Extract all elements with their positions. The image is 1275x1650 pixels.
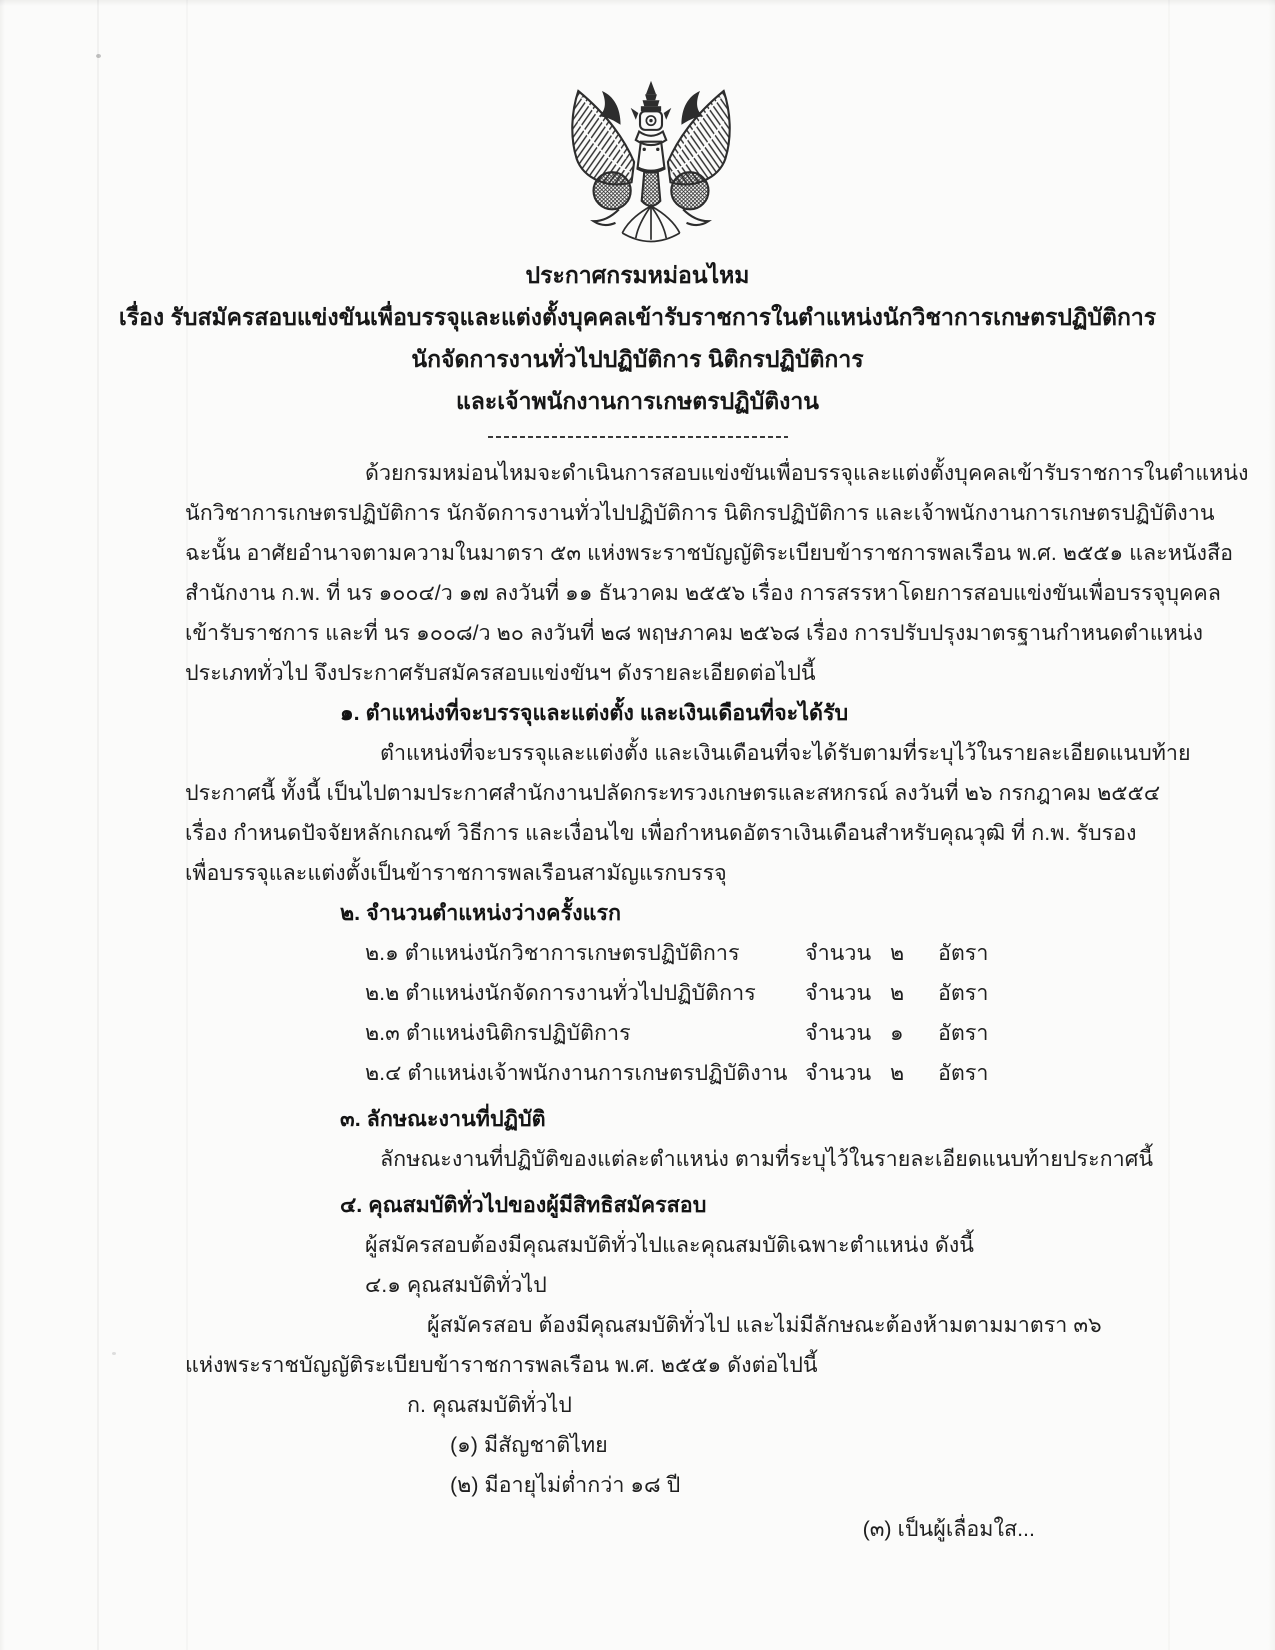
vacancy-row: [365, 973, 1090, 1013]
vacancy-row: [365, 1013, 1090, 1053]
section-1-line: ประกาศนี้ ทั้งนี้ เป็นไปตามประกาศสำนักงานปลัดกระทรวงเกษตรและสหกรณ์ ลงวันที่ ๒๖ กรกฎาคม ๒๕๕๔: [185, 781, 1161, 805]
section-4-item: (๒) มีอายุไม่ต่ำกว่า ๑๘ ปี: [450, 1473, 681, 1497]
vacancy-unit: อัตรา: [938, 941, 989, 965]
intro-line: ฉะนั้น อาศัยอำนาจตามความในมาตรา ๕๓ แห่งพระราชบัญญัติระเบียบข้าราชการพลเรือน พ.ศ. ๒๕๕๑ และหนังสือ: [185, 541, 1234, 565]
vacancy-qty: ๒: [890, 1061, 905, 1085]
vacancy-qty: ๑: [890, 1021, 904, 1045]
subject-line: และเจ้าพนักงานการเกษตรปฏิบัติงาน: [455, 388, 820, 414]
vacancy-title: ๒.๑ ตำแหน่งนักวิชาการเกษตรปฏิบัติการ: [365, 941, 740, 965]
intro-line: สำนักงาน ก.พ. ที่ นร ๑๐๐๔/ว ๑๗ ลงวันที่ ๑๑ ธันวาคม ๒๕๕๖ เรื่อง การสรรหาโดยการสอบแข่งขันเพื่อบรรจุบุคคล: [185, 581, 1221, 605]
emblem-container: [0, 0, 1275, 248]
vacancy-title: ๒.๓ ตำแหน่งนิติกรปฏิบัติการ: [365, 1021, 631, 1045]
continuation-marker: (๓) เป็นผู้เลื่อมใส...: [862, 1517, 1035, 1541]
subject-line: เรื่อง รับสมัครสอบแข่งขันเพื่อบรรจุและแต่งตั้งบุคคลเข้ารับราชการในตำแหน่งนักวิชาการเกษตรปฏิบัติการ: [118, 304, 1157, 330]
announcement-title: ประกาศกรมหม่อนไหม: [525, 262, 750, 288]
section-4-sub-heading: ก. คุณสมบัติทั่วไป: [407, 1393, 572, 1417]
intro-line: ประเภททั่วไป จึงประกาศรับสมัครสอบแข่งขันฯ ดังรายละเอียดต่อไปนี้: [185, 661, 816, 685]
vacancy-title: ๒.๔ ตำแหน่งเจ้าพนักงานการเกษตรปฏิบัติงาน: [365, 1061, 788, 1085]
section-1-line: เรื่อง กำหนดปัจจัยหลักเกณฑ์ วิธีการ และเงื่อนไข เพื่อกำหนดอัตราเงินเดือนสำหรับคุณวุฒิ ที่ ก.พ. รับรอง: [185, 821, 1137, 845]
garuda-emblem-icon: [558, 76, 744, 248]
vacancy-unit: อัตรา: [938, 1021, 989, 1045]
vacancy-row: [365, 933, 1090, 973]
intro-line: เข้ารับราชการ และที่ นร ๑๐๐๘/ว ๒๐ ลงวันที่ ๒๘ พฤษภาคม ๒๕๖๘ เรื่อง การปรับปรุงมาตรฐานกำหนดตำแหน่ง: [185, 621, 1203, 645]
section-4-line: ผู้สมัครสอบต้องมีคุณสมบัติทั่วไปและคุณสมบัติเฉพาะตำแหน่ง ดังนี้: [365, 1233, 974, 1257]
section-4-item: (๑) มีสัญชาติไทย: [450, 1433, 608, 1457]
intro-line: ด้วยกรมหม่อนไหมจะดำเนินการสอบแข่งขันเพื่อบรรจุและแต่งตั้งบุคคลเข้ารับราชการในตำแหน่ง: [365, 461, 1249, 485]
intro-line: นักวิชาการเกษตรปฏิบัติการ นักจัดการงานทั่วไปปฏิบัติการ นิติกรปฏิบัติการ และเจ้าพนักงานการเกษตรปฏิบัติงาน: [185, 501, 1215, 525]
section-2-heading: ๒. จำนวนตำแหน่งว่างครั้งแรก: [340, 901, 622, 925]
scan-artifact: [96, 54, 101, 58]
vacancy-qty-label: จำนวน: [805, 1061, 872, 1085]
document-body: [185, 453, 1249, 1549]
vacancy-qty-label: จำนวน: [805, 941, 872, 965]
subject-line: นักจัดการงานทั่วไปปฏิบัติการ นิติกรปฏิบัติการ: [411, 346, 864, 372]
section-4-line: ผู้สมัครสอบ ต้องมีคุณสมบัติทั่วไป และไม่มีลักษณะต้องห้ามตามมาตรา ๓๖: [427, 1313, 1102, 1337]
scan-artifact: [112, 1352, 116, 1355]
vacancy-qty: ๒: [890, 981, 905, 1005]
vacancy-title: ๒.๒ ตำแหน่งนักจัดการงานทั่วไปปฏิบัติการ: [365, 981, 756, 1005]
vacancy-row: [365, 1053, 1090, 1093]
section-4-sub-heading: ๔.๑ คุณสมบัติทั่วไป: [365, 1273, 547, 1297]
title-block: [0, 254, 1275, 422]
dashed-divider: [488, 436, 788, 438]
vacancy-qty-label: จำนวน: [805, 981, 872, 1005]
vacancy-qty: ๒: [890, 941, 905, 965]
vacancy-unit: อัตรา: [938, 1061, 989, 1085]
section-4-heading: ๔. คุณสมบัติทั่วไปของผู้มีสิทธิสมัครสอบ: [340, 1193, 707, 1217]
vacancy-qty-label: จำนวน: [805, 1021, 872, 1045]
section-3-line: ลักษณะงานที่ปฏิบัติของแต่ละตำแหน่ง ตามที่ระบุไว้ในรายละเอียดแนบท้ายประกาศนี้: [380, 1147, 1154, 1171]
section-1-line: ตำแหน่งที่จะบรรจุและแต่งตั้ง และเงินเดือนที่จะได้รับตามที่ระบุไว้ในรายละเอียดแนบท้าย: [380, 741, 1191, 765]
section-3-heading: ๓. ลักษณะงานที่ปฏิบัติ: [340, 1107, 546, 1131]
section-1-heading: ๑. ตำแหน่งที่จะบรรจุและแต่งตั้ง และเงินเดือนที่จะได้รับ: [340, 701, 849, 725]
section-4-line: แห่งพระราชบัญญัติระเบียบข้าราชการพลเรือน พ.ศ. ๒๕๕๑ ดังต่อไปนี้: [185, 1353, 818, 1377]
section-1-line: เพื่อบรรจุและแต่งตั้งเป็นข้าราชการพลเรือนสามัญแรกบรรจุ: [185, 861, 727, 885]
vacancy-unit: อัตรา: [938, 981, 989, 1005]
